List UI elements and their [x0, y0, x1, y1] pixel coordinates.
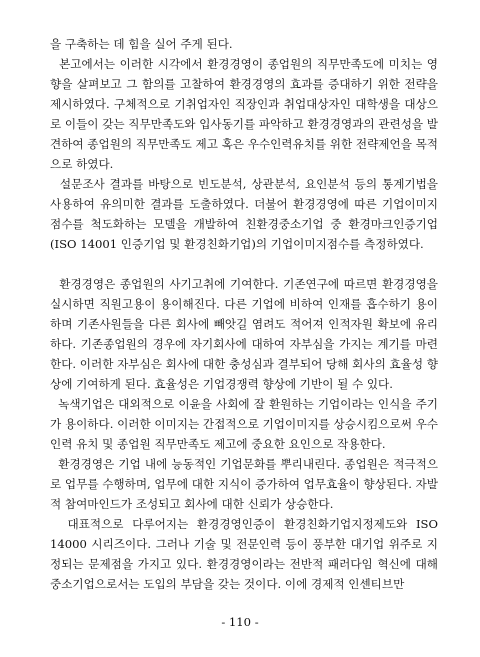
- paragraph-purpose: 본고에서는 이러한 시각에서 환경경영이 종업원의 직무만족도에 미치는 영향을 살펴보고 그 함의를 고찰하여 환경경영의 효과를 증대하기 위한 전략을 제시하였다. 구체적으로 기취업자인 직장인과 취업대상자인 대학생을 대상으로 이들이 갖는 직무만족도와 입사동기를 파악하고 환경경영과의 관련성을 발견하여 종업원의 직무만족도 제고 혹은 우수인력유치를 위한 전략제언을 목적으로 하였다.: [50, 57, 442, 171]
- paragraph-intro-end: 을 구축하는 데 힘을 실어 주게 된다.: [50, 37, 233, 51]
- paragraph-method: 설문조사 결과를 바탕으로 빈도분석, 상관분석, 요인분석 등의 통계기법을 사용하여 유의미한 결과를 도출하였다. 더불어 환경경영에 따른 기업이미지 점수를 척도화하는 모델을 개발하여 친환경중소기업 중 환경마크인증기업 (ISO 14001 인증기업 및 환경친화기업)의 기업이미지점수를 측정하였다.: [50, 177, 442, 251]
- paragraph-gap: [50, 254, 438, 274]
- paragraph-certification: 대표적으로 다루어지는 환경경영인증이 환경친화기업지정제도와 ISO 14000 시리즈이다. 그러나 기술 및 전문인력 등이 풍부한 대기업 위주로 지정되는 문제점을 가지고 있다. 환경경영이라는 전반적 패러다임 혁신에 대해 중소기업으로서는 도입의 부담을 갖는 것이다. 이에 경제적 인센티브만: [50, 517, 442, 591]
- page-number: - 110 -: [221, 615, 259, 629]
- paragraph-green-company: 녹색기업은 대외적으로 이윤을 사회에 잘 환원하는 기업이라는 인식을 주기가 용이하다. 이러한 이미지는 간접적으로 기업이미지를 상승시킴으로써 우수인력 유치 및 종업원 직무만족도 제고에 중요한 요인으로 작용한다.: [50, 397, 439, 451]
- document-body: [50, 34, 442, 594]
- paragraph-morale: 환경경영은 종업원의 사기고취에 기여한다. 기존연구에 따르면 환경경영을 실시하면 직원고용이 용이해진다. 다른 기업에 비하여 인재를 흡수하기 용이하며 기존사원들을 다른 회사에 빼앗길 염려도 적어져 인적자원 확보에 유리하다. 기존종업원의 경우에 자기회사에 대하여 자부심을 가지는 계기를 마련한다. 이러한 자부심은 회사에 대한 충성심과 결부되어 당해 회사의 효율성 향상에 기여하게 된다. 효율성은 기업경쟁력 향상에 기반이 될 수 있다.: [50, 277, 442, 391]
- paragraph-corporate-culture: 환경경영은 기업 내에 능동적인 기업문화를 뿌리내린다. 종업원은 적극적으로 업무를 수행하며, 업무에 대한 지식이 증가하여 업무효율이 향상된다. 자발적 참여마인드가 조성되고 회사에 대한 신뢰가 상승한다.: [50, 457, 438, 511]
